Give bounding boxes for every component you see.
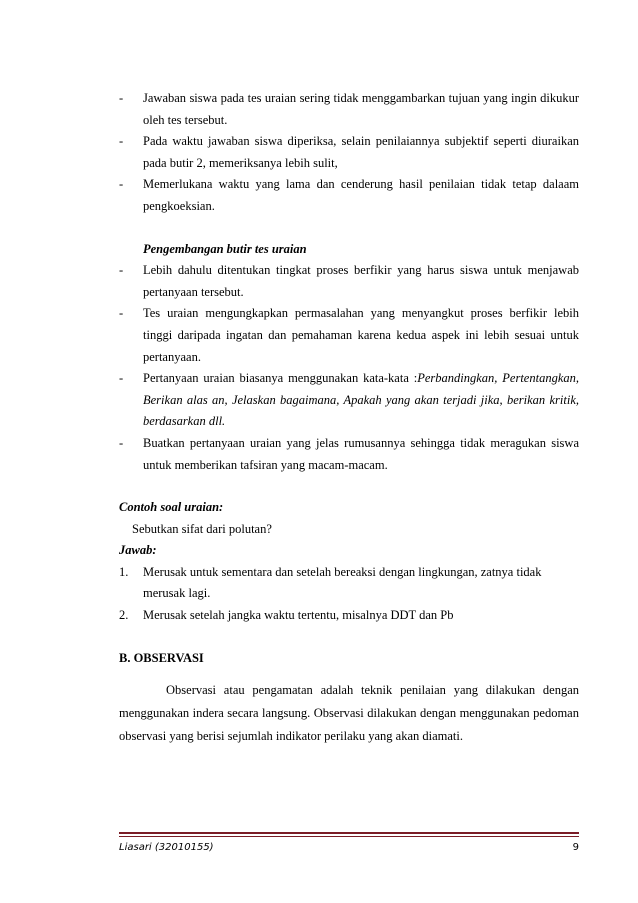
list-item-text: Buatkan pertanyaan uraian yang jelas rumusannya sehingga tidak meragukan siswa untuk memberikan tafsiran yang macam-macam.: [143, 435, 579, 472]
bullet-mark: -: [119, 306, 124, 321]
bullet-mark: -: [119, 134, 124, 149]
bullet-mark: -: [119, 177, 124, 192]
section-b-paragraph: Observasi atau pengamatan adalah teknik penilaian yang dilakukan dengan menggunakan indera secara langsung. Observasi dilakukan dengan menggunakan pedoman observasi yang berisi sejumlah indikator perilaku yang akan diamati.: [119, 683, 579, 744]
footer-author: Liasari (32010155): [119, 842, 214, 853]
section-b-title: B. OBSERVASI: [119, 650, 204, 665]
list-item-italic-text: Perbandingkan, Pertentangkan, Berikan alas an, Jelaskan bagaimana, Apakah yang akan terjadi jika, berikan kritik, berdasarkan dll.: [143, 371, 579, 429]
list-item: [119, 368, 579, 433]
list-item-text: Pada waktu jawaban siswa diperiksa, selain penilaiannya subjektif seperti diuraikan pada butir 2, memeriksanya lebih sulit,: [143, 134, 579, 170]
list-item: [119, 260, 579, 303]
example-question: Sebutkan sifat dari polutan?: [132, 521, 272, 536]
footer-rule-thin: [119, 836, 579, 837]
answer-number: 1.: [119, 564, 129, 579]
example-label: Contoh soal uraian:: [119, 500, 224, 515]
answer-item: [119, 562, 579, 605]
list-item: [119, 88, 579, 131]
list-item: [119, 131, 579, 174]
list-item: [119, 174, 579, 217]
footer-rule: [119, 832, 579, 834]
development-list: [119, 260, 579, 476]
page-number: 9: [572, 842, 579, 853]
bullet-mark: -: [119, 371, 124, 386]
page-content: [119, 88, 579, 748]
bullet-mark: -: [119, 263, 124, 278]
list-item-text: Pertanyaan uraian biasanya menggunakan kata-kata :: [143, 371, 418, 386]
answer-label: Jawab:: [119, 543, 157, 558]
subheading-development: Pengembangan butir tes uraian: [143, 241, 307, 256]
answer-item: [119, 605, 579, 627]
list-item: [119, 433, 579, 476]
list-item-text: Tes uraian mengungkapkan permasalahan yang menyangkut proses berfikir lebih tinggi daripada ingatan dan pemahaman karena kedua aspek ini lebih sesuai untuk pertanyaan.: [143, 306, 579, 364]
spacer: [119, 476, 579, 497]
bullet-mark: -: [119, 435, 124, 450]
bullet-mark: -: [119, 91, 124, 105]
answer-text: Merusak untuk sementara dan setelah bereaksi dengan lingkungan, zatnya tidak merusak lagi.: [143, 564, 542, 601]
list-item-text: Memerlukana waktu yang lama dan cenderung hasil penilaian tidak tetap dalaam pengkoeksian.: [143, 177, 579, 213]
answer-text: Merusak setelah jangka waktu tertentu, misalnya DDT dan Pb: [143, 608, 454, 623]
list-item-text: Lebih dahulu ditentukan tingkat proses berfikir yang harus siswa untuk menjawab pertanyaan tersebut.: [143, 263, 579, 299]
list-item-text: Jawaban siswa pada tes uraian sering tidak menggambarkan tujuan yang ingin dikukur oleh tes tersebut.: [143, 91, 579, 127]
list-item: [119, 303, 579, 368]
answer-number: 2.: [119, 608, 129, 623]
weakness-list: [119, 88, 579, 218]
page-footer: [119, 842, 579, 853]
